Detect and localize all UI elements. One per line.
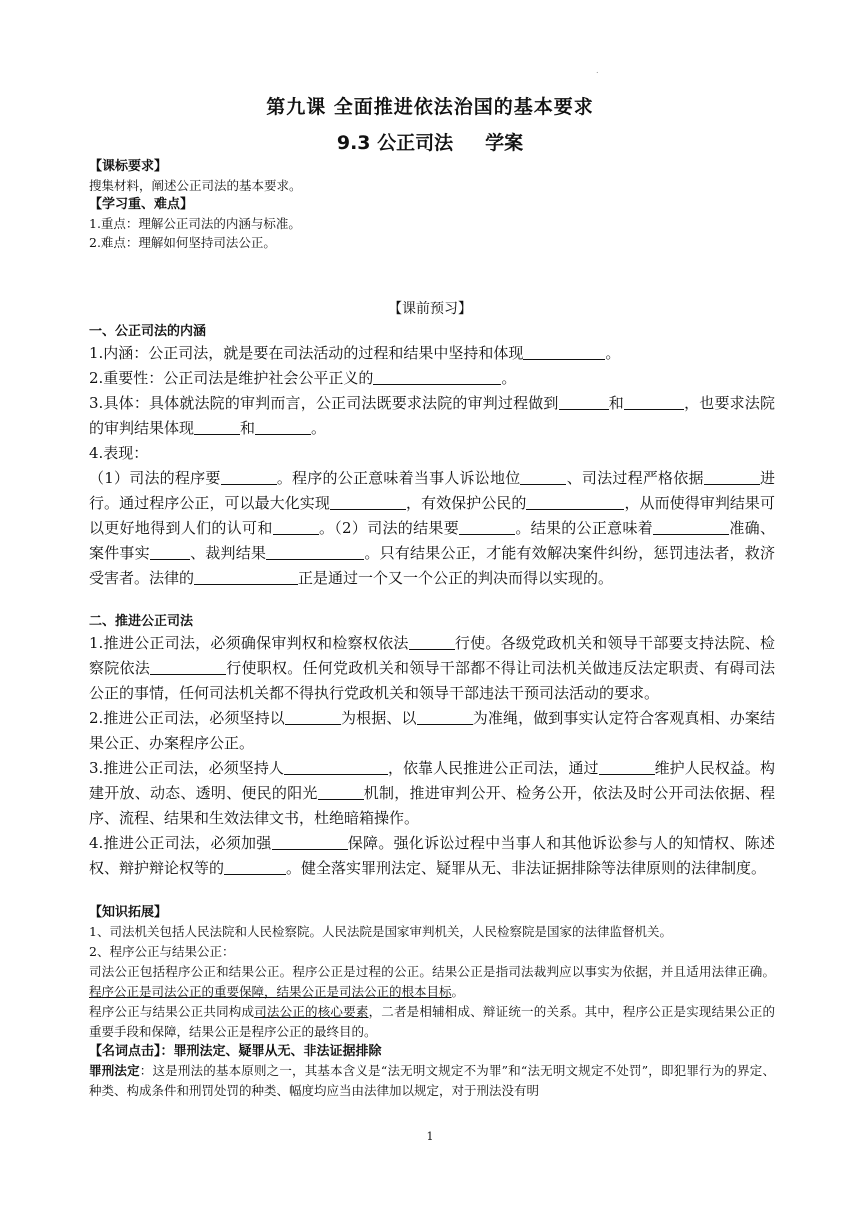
key-point-item: 2.难点：理解如何坚持司法公正。 (89, 235, 276, 250)
subtitle-tail: 学案 (485, 132, 524, 154)
term-paragraph: 罪刑法定：这是刑法的基本原则之一，其基本含义是“法无明文规定不为罪”和“法无明文规定不处罚”，即犯罪行为的界定、种类、构成条件和刑罚处罚的种类、幅度均应当由法律加以规定，对于刑法没有明 (89, 1063, 775, 1098)
extension-paragraph: 司法公正包括程序公正和结果公正。程序公正是过程的公正。结果公正是指司法裁判应以事实为依据，并且适用法律正确。程序公正是司法公正的重要保障，结果公正是司法公正的根本目标。 (89, 964, 775, 999)
fill-blank[interactable] (653, 519, 729, 535)
paragraph: 3.推进公正司法，必须坚持人 ，依靠人民推进公正司法，通过 维护人民权益。构建开放、动态、透明、便民的阳光 机制，推进审判公开、检务公开，依法及时公开司法依据、程序、流程、结果和生效法律文书，杜绝暗箱操作。 (89, 759, 775, 827)
paragraph: 1.推进公正司法，必须确保审判权和检察权依法 行使。各级党政机关和领导干部要支持法院、检察院依法 行使职权。任何党政机关和领导干部都不得让司法机关做违反法定职责、有碍司法公正的事情，任何司法机关都不得执行党政机关和领导干部违法干预司法活动的要求。 (89, 634, 775, 702)
requirements-text: 搜集材料，阐述公正司法的基本要求。 (89, 178, 302, 193)
fill-blank[interactable] (318, 784, 364, 800)
section-2 (89, 612, 775, 881)
section-1 (89, 322, 775, 591)
lesson-subtitle (0, 128, 860, 155)
paragraph: 1.内涵：公正司法，就是要在司法活动的过程和结果中坚持和体现 。 (89, 344, 621, 362)
fill-blank[interactable] (459, 519, 515, 535)
section-1-heading: 一、公正司法的内涵 (89, 324, 207, 339)
terms-heading: 【名词点击】：罪刑法定、疑罪从无、非法证据排除 (89, 1044, 382, 1059)
fill-blank[interactable] (150, 659, 226, 675)
fill-blank[interactable] (255, 419, 311, 435)
fill-blank[interactable] (526, 494, 624, 510)
extension-item: 1、司法机关包括人民法院和人民检察院。人民法院是国家审判机关，人民检察院是国家的法律监督机关。 (89, 924, 672, 939)
corner-dot: . (596, 66, 599, 75)
fill-blank[interactable] (704, 469, 760, 485)
paragraph: 4.表现： (89, 444, 149, 462)
fill-blank[interactable] (523, 344, 605, 360)
fill-blank[interactable] (266, 544, 364, 560)
fill-blank[interactable] (194, 419, 240, 435)
fill-blank[interactable] (417, 709, 473, 725)
term-name: 罪刑法定 (89, 1063, 140, 1078)
paragraph: 4.推进公正司法，必须加强 保障。强化诉讼过程中当事人和其他诉讼参与人的知情权、陈述权、辩护辩论权等的 。健全落实罪刑法定、疑罪从无、非法证据排除等法律原则的法律制度。 (89, 834, 775, 877)
paragraph: 2.推进公正司法，必须坚持以 为根据、以 为准绳，做到事实认定符合客观真相、办案结果公正、办案程序公正。 (89, 709, 775, 752)
fill-blank[interactable] (285, 709, 341, 725)
requirements-block (89, 157, 775, 252)
fill-blank[interactable] (624, 394, 684, 410)
paragraph: （1）司法的程序要 。程序的公正意味着当事人诉讼地位 、司法过程严格依据 进行。通过程序公正，可以最大化实现 ，有效保护公民的 ，从而使得审判结果可以更好地得到人们的认可和 。（2）司法的结果要 。结果的公正意味着 准确、案件事实 、裁判结果 。只有结果公正，才能有效解决案件纠纷，惩罚违法者，救济受害者。法律的 正是通过一个又一个公正的判决而得以实现的。 (89, 469, 775, 587)
underlined-text: 程序公正是司法公正的重要保障，结果公正是司法公正的根本目标 (89, 984, 452, 999)
subtitle-number: 9.3 公正司法 (336, 132, 454, 154)
section-2-heading: 二、推进公正司法 (89, 614, 194, 629)
key-point-item: 1.重点：理解公正司法的内涵与标准。 (89, 216, 301, 231)
fill-blank[interactable] (221, 469, 277, 485)
lesson-title: 第九课 全面推进依法治国的基本要求 (266, 96, 594, 118)
fill-blank[interactable] (272, 834, 348, 850)
fill-blank[interactable] (330, 494, 406, 510)
fill-blank[interactable] (409, 634, 455, 650)
preview-heading: 【课前预习】 (388, 301, 472, 317)
requirements-heading: 【课标要求】 (89, 159, 168, 174)
fill-blank[interactable] (224, 859, 286, 875)
extension-block (89, 903, 775, 1101)
fill-blank[interactable] (284, 759, 388, 775)
fill-blank[interactable] (373, 369, 501, 385)
extension-item-title: 2、程序公正与结果公正： (89, 944, 235, 959)
fill-blank[interactable] (599, 759, 655, 775)
key-points-heading: 【学习重、难点】 (89, 197, 194, 212)
underlined-text: 司法公正的核心要素 (254, 1004, 369, 1019)
fill-blank[interactable] (194, 569, 298, 585)
paragraph: 3.具体：具体就法院的审判而言，公正司法既要求法院的审判过程做到 和 ，也要求法院的审判结果体现 和 。 (89, 394, 775, 437)
fill-blank[interactable] (520, 469, 566, 485)
paragraph: 2.重要性：公正司法是维护社会公平正义的 。 (89, 369, 517, 387)
extension-heading: 【知识拓展】 (89, 905, 168, 920)
page-number: 1 (426, 1130, 434, 1143)
fill-blank[interactable] (559, 394, 609, 410)
extension-paragraph: 程序公正与结果公正共同构成司法公正的核心要素，二者是相辅相成、辩证统一的关系。其中，程序公正是实现结果公正的重要手段和保障，结果公正是程序公正的最终目的。 (89, 1004, 775, 1039)
fill-blank[interactable] (150, 544, 190, 560)
fill-blank[interactable] (273, 519, 319, 535)
